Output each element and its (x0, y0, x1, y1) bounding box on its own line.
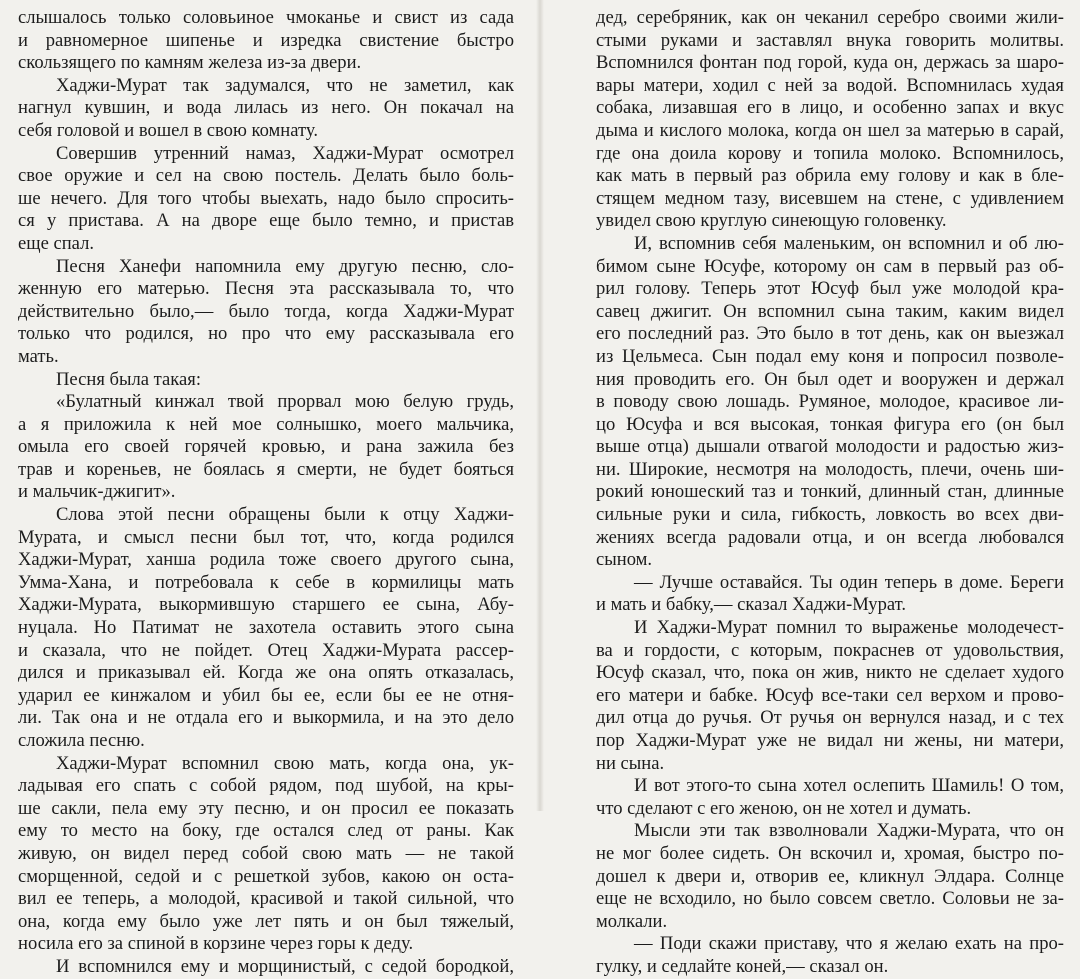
text-line: дился и приказывал ей. Когда же она опять отказалась, (18, 662, 514, 684)
text-line: сильные руки и сила, гибкость, ловкость во всех дви- (596, 504, 1064, 526)
text-line: нуцала. Но Патимат не захотела оставить этого сына (18, 617, 514, 639)
text-line: носила его за спиной в корзине через горы к деду. (18, 933, 414, 955)
left-page (0, 0, 540, 977)
text-line: и мать и бабку,— сказал Хаджи-Мурат. (596, 594, 907, 616)
text-line: Песня была такая: (56, 368, 202, 390)
text-line: Юсуф сказал, что, пока он жив, никто не сделает худого (596, 662, 1064, 684)
text-line: ударил ее кинжалом и убил бы ее, если бы ее не отня- (18, 684, 514, 706)
text-line: где она доила корову и топила молоко. Вспомнилось, (596, 142, 1064, 164)
text-line: — Лучше оставайся. Ты один теперь в доме. Береги (634, 571, 1064, 593)
text-line: И, вспомнив себя маленьким, он вспомнил и об лю- (634, 232, 1064, 254)
text-line: она, когда ему было уже лет пять и он был тяжелый, (18, 910, 514, 932)
text-line: пор Хаджи-Мурат уже не видал ни жены, ни матери, (596, 730, 1064, 751)
text-line: Мурата, и смысл песни был тот, что, когда родился (18, 526, 514, 548)
text-line: Вспомнился фонтан под горой, куда он, держась за шаро- (596, 52, 1064, 74)
text-line: слышалось только соловьиное чмоканье и свист из сада (18, 7, 514, 28)
text-line: «Булатный кинжал твой прорвал мою белую грудь, (56, 391, 514, 413)
text-line: в поводу свою лошадь. Румяное, молодое, красивое ли- (596, 391, 1064, 413)
text-line: Слова этой песни обращены были к отцу Хаджи- (56, 504, 514, 526)
text-line: не мог более сидеть. Он вскочил и, хромая, быстро по- (596, 842, 1064, 864)
text-line: из Цельмеса. Сын подал ему коня и попросил позволе- (596, 345, 1064, 367)
text-line: действительно было,— было тогда, когда Хаджи-Мурат (18, 300, 514, 322)
text-line: ва и гордости, с которым, покраснев от удовольствия, (596, 639, 1064, 661)
text-line: выше отца) дышали отвагой молодости и радостью жиз- (596, 436, 1064, 458)
text-line: вары матери, ходил с ней за водой. Вспомнилась худая (596, 74, 1064, 96)
text-line: живую, он видел перед собой свою мать — не такой (18, 842, 514, 864)
text-line: ся у пристава. А на дворе еще было темно, и пристав (18, 210, 514, 232)
text-line: савец джигит. Он вспомнил сына таким, каким видел (596, 300, 1064, 322)
text-line: его матери и бабке. Юсуф все-таки сел верхом и прово- (596, 684, 1064, 706)
text-line: вил ее теперь, а молодой, красивой и такой сильной, что (18, 888, 514, 910)
text-line: ладывая его спать с собой рядом, под шубой, на кры- (18, 775, 514, 797)
text-line: Совершив утренний намаз, Хаджи-Мурат осмотрел (56, 142, 514, 164)
text-line: ния проводить его. Он был одет и вооружен и держал (596, 368, 1064, 390)
text-line: ни сына. (596, 752, 665, 774)
text-line: и сказала, что не пойдет. Отец Хаджи-Мурата рассер- (18, 639, 514, 661)
text-line: гулку, и седлайте коней,— сказал он. (596, 955, 889, 977)
text-line: рокий юношеский таз и тонкий, длинный стан, длинные (596, 481, 1064, 503)
text-line: женную его матерью. Песня эта рассказывала то, что (18, 278, 514, 300)
text-line: свое оружие и сел на свою постель. Делать было боль- (18, 165, 514, 187)
text-line: И вспомнился ему и морщинистый, с седой бородкой, (56, 955, 514, 977)
text-line: сморщенной, седой и с решеткой зубов, какою он оста- (18, 865, 514, 887)
text-line: стыми руками и заставлял внука говорить молитвы. (596, 29, 1064, 51)
text-line: омыла его своей горячей кровью, и рана зажила без (18, 436, 514, 458)
text-line: цо Юсуфа и вся высокая, тонкая фигура его (он был (596, 413, 1064, 435)
text-line: Хаджи-Мурат, ханша родила тоже своего другого сына, (18, 549, 514, 571)
text-line: дед, серебряник, как он чеканил серебро своими жили- (596, 7, 1064, 28)
text-line: и мальчик-джигит». (18, 481, 176, 503)
text-line: И вот этого-то сына хотел ослепить Шамиль! О том, (634, 775, 1064, 797)
text-line: Умма-Хана, и потребовала к себе в кормилицы мать (18, 571, 514, 593)
text-line: ше нечего. Для того чтобы выехать, надо было спросить- (18, 187, 514, 209)
right-page (540, 0, 1080, 977)
text-line: дил отца до ручья. От ручья он вернулся назад, и с тех (596, 707, 1064, 729)
text-line: Хаджи-Мурат вспомнил свою мать, когда она, ук- (56, 752, 514, 774)
text-line: ше сакли, пела ему эту песню, и он просил ее показать (18, 797, 514, 819)
text-line: дошел к двери и, отворив ее, кликнул Элдара. Солнце (596, 865, 1064, 887)
text-line: а я приложила к ней мое солнышко, моего мальчика, (18, 413, 514, 435)
text-line: только что родился, но про что ему рассказывала его (18, 323, 514, 345)
text-line: что сделают с его женою, он не хотел и думать. (596, 797, 972, 819)
text-line: рил голову. Теперь этот Юсуф был уже молодой кра- (596, 278, 1064, 300)
text-line: жениях всегда радовали отца, и он всегда любовался (596, 526, 1064, 548)
text-line: стящем медном тазу, висевшем на стене, с удивлением (596, 187, 1064, 209)
text-line: сыном. (596, 549, 653, 571)
text-line: бимом сыне Юсуфе, которому он сам в первый раз об- (596, 255, 1064, 277)
text-line: еще спал. (18, 232, 95, 254)
text-line: скользящего по камням железа из-за двери. (18, 52, 362, 74)
text-line: И Хаджи-Мурат помнил то выраженье молодечест- (634, 617, 1064, 639)
text-line: дыма и кислого молока, когда он шел за матерью в сарай, (596, 119, 1064, 141)
text-line: увидел свою круглую синеющую головенку. (596, 210, 947, 232)
text-line: собака, лизавшая его в лицо, и особенно запах и вкус (596, 97, 1064, 119)
text-line: его последний раз. Это было в тот день, как он выезжал (596, 323, 1064, 345)
text-line: сложила песню. (18, 730, 145, 751)
text-line: молкали. (596, 910, 668, 932)
text-line: трав и кореньев, не боялась я смерти, не будет бояться (18, 458, 514, 480)
text-line: ли. Так она и не отдала его и выкормила, и на это дело (18, 707, 514, 729)
text-line: Песня Ханефи напомнила ему другую песню, сло- (56, 255, 514, 277)
text-line: ни. Широкие, несмотря на молодость, плечи, очень ши- (596, 458, 1064, 480)
text-line: нагнул кувшин, и вода лилась из него. Он покачал на (18, 97, 514, 119)
text-line: — Поди скажи приставу, что я желаю ехать на про- (634, 933, 1064, 955)
text-line: и равномерное шипенье и изредка свистение быстро (18, 29, 514, 51)
text-line: Хаджи-Мурата, выкормившую старшего ее сына, Абу- (18, 594, 514, 616)
text-line: мать. (18, 345, 59, 367)
text-line: еще не всходило, но было совсем светло. Соловьи не за- (596, 888, 1064, 910)
text-line: ему то место на боку, где остался след от раны. Как (18, 820, 514, 842)
text-line: как мать в первый раз обрила ему голову и как в бле- (596, 165, 1064, 187)
text-line: Хаджи-Мурат так задумался, что не заметил, как (56, 74, 514, 96)
text-line: Мысли эти так взволновали Хаджи-Мурата, что он (634, 820, 1064, 842)
text-line: себя головой и вошел в свою комнату. (18, 119, 318, 141)
